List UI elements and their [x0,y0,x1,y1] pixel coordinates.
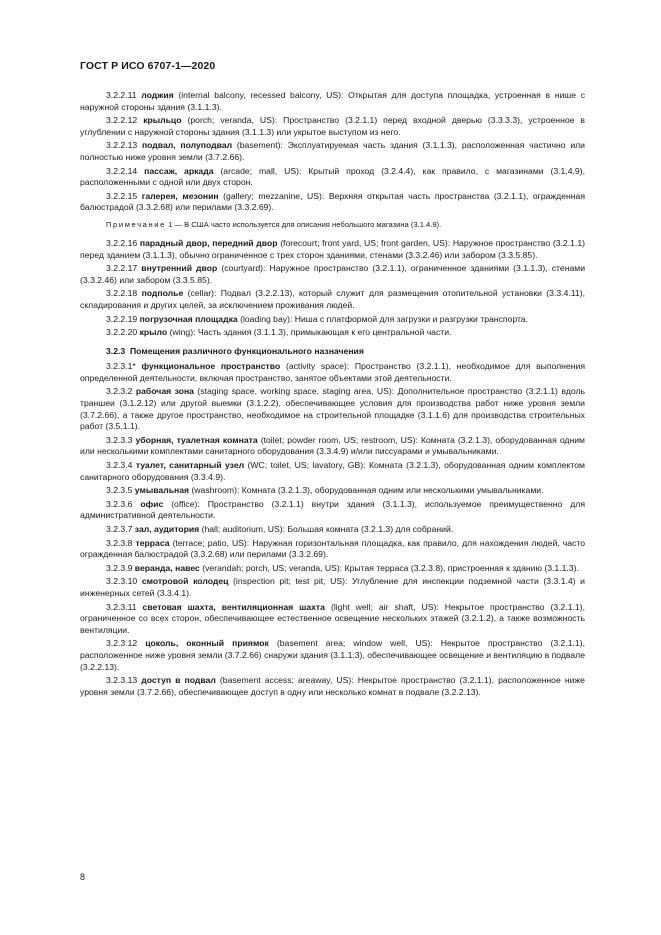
term-name: парадный двор, передний двор [139,237,278,248]
term-definition: (arcade; mall, US): Крытый проход (3.2.4.4), как правило, с магазинами (3.1.4.9), расположенными с одной или двух сторон. [80,165,585,188]
term-entry [80,238,585,261]
term-definition: (inspection pit; test pit, US): Углубление для инспекции подземной части (3.3.1.4) и инженерных сетей (3.3.4.1). [80,576,585,598]
section-number: 3.2.3 [106,345,126,356]
entries-group-b [80,238,585,339]
term-name: погрузочная площадка [139,313,238,324]
term-number: 3.2.3.13 [106,675,138,686]
term-entry [80,576,585,599]
term-entry [80,327,585,339]
term-entry [80,191,585,214]
term-entry [80,288,585,311]
section-title: Помещения различного функционального назначения [129,345,364,356]
term-number: 3.2.3.7 [106,524,133,534]
page-number: 8 [80,872,86,882]
term-number: 3.2.2.11 [106,90,137,100]
entries-group-c [80,361,585,698]
term-number: 3.2.2.19 [106,313,138,324]
term-definition: (hall; auditorium, US): Большая комната (3.2.1.3) для собраний. [201,524,454,534]
term-entry [80,538,585,561]
term-number: 3.2.3.9 [106,562,133,573]
term-entry [80,460,585,483]
term-entry [80,115,585,138]
term-definition: (light well; air shaft, US): Некрытое пространство (3.2.1.1), ограниченное со всех сторон, обеспечивающее естественное освещение нескольких этажей (3.2.1.2), а также возможность вентиляции. [80,601,585,635]
term-number: 3.2.2.16 [106,237,138,248]
term-definition: (verandah; porch, US; veranda, US): Крытая терраса (3.2.3.8), пристроенная к зданию (3.1.1.3). [202,562,579,573]
term-name: лоджия [141,90,174,100]
term-number: 3.2.3.4 [106,460,133,471]
term-entry [80,485,585,497]
term-entry [80,140,585,163]
note [80,220,585,230]
term-name: зал, аудитория [134,524,200,534]
term-definition: (basement area; window well, US): Некрытое пространство (3.2.1.1), расположенное ниже уровня земли (3.7.2.66) снаружи здания (3.1.1.3), обеспечивающее освещение и вентиляцию в подвале (3.2.2.13). [80,638,585,672]
term-name: внутренний двор [141,263,218,274]
term-entry [80,263,585,286]
term-definition: (WC; toilet, US; lavatory, GB): Комната (3.2.1.3), оборудованная одним комплектом санитарного оборудования (3.3.4.9). [80,460,585,482]
term-definition: (basement): Эксплуатируемая часть здания (3.1.1.3), расположенная частично или полностью ниже уровня земли (3.7.2.66). [80,140,585,162]
term-definition: (loading bay): Ниша с платформой для загрузки и разгрузки транспорта. [240,313,528,324]
term-name: функциональное пространство [141,361,281,372]
term-definition: (office): Пространство (3.2.1.1) внутри здания (3.1.1.3), используемое преимущественно для административной деятельности. [80,498,585,521]
term-entry [80,524,585,536]
term-number: 3.2.3.11 [106,601,137,612]
term-name: галерея, мезонин [141,190,219,201]
term-name: смотровой колодец [141,576,229,587]
term-entry [80,638,585,673]
term-definition: (toilet; powder room, US; restroom, US): Комната (3.2.1.3), оборудованная одним или несколькими комплектами санитарного оборудования (3.3.4.9) и/или писсуарами и умывальниками. [80,434,585,457]
term-entry [80,90,585,113]
term-number: 3.2.3.12 [106,638,138,649]
term-definition: (forecourt; front yard, US; front garden, US): Наружное пространство (3.2.1.1) перед зданием (3.1.1.3), обычно ограниченное с трех сторон зданиями, стенами (3.3.2.46) или забором (3.3.5.85). [80,237,585,260]
term-name: подвал, полуподвал [141,140,233,151]
term-entry [80,361,585,384]
term-entry [80,386,585,432]
term-number: 3.2.2.14 [106,165,138,176]
term-entry [80,435,585,458]
term-name: пассаж, аркада [144,165,214,176]
term-definition: (internal balcony, recessed balcony, US): Открытая для доступа площадка, устроенная в нише с наружной стороны здания (3.1.1.3). [80,90,586,112]
entries-group-a [80,90,585,214]
term-entry [80,602,585,637]
term-definition: (washroom): Комната (3.2.1.3), оборудованная одним или несколькими умывальниками. [191,485,544,496]
term-number: 3.2.3.5 [106,485,133,496]
term-name: терраса [135,537,170,548]
term-entry [80,314,585,326]
term-definition: (wing): Часть здания (3.1.1.3), примыкающая к его центральной части. [169,327,452,338]
term-number: 3.2.3.2 [106,386,133,397]
note-text: 1 — В США часто используется для описания небольшого магазина (3.1.4.9). [168,219,442,229]
term-name: световая шахта, вентиляционная шахта [142,601,325,612]
term-name: подполье [141,288,184,299]
term-definition: (cellar): Подвал (3.2.2.13), который служит для размещения отопительной установки (3.3.4.11), складирования и других целей, за исключением проживания людей. [80,288,585,310]
term-number: 3.2.2.20 [106,327,138,338]
term-entry [80,166,585,189]
term-entry [80,675,585,698]
term-name: цоколь, оконный приямок [145,638,269,649]
term-name: крыло [139,327,168,338]
term-name: уборная, туалетная комната [135,434,258,445]
term-entry [80,499,585,522]
term-entry [80,563,585,575]
term-name: умывальная [134,485,190,496]
term-number: 3.2.3.1* [106,361,136,372]
term-name: веранда, навес [134,562,200,573]
page-content [80,90,585,700]
term-number: 3.2.2.17 [106,263,138,274]
term-name: доступ в подвал [141,675,216,686]
term-name: офис [140,498,164,509]
term-number: 3.2.3.3 [106,434,133,445]
term-name: туалет, санитарный узел [135,460,245,471]
note-label: Примечание [106,219,166,229]
term-number: 3.2.2.13 [106,140,138,151]
term-number: 3.2.3.10 [106,576,138,587]
term-number: 3.2.3.8 [106,537,133,548]
term-definition: (courtyard): Наружное пространство (3.2.1.1), ограниченное зданиями (3.1.1.3), стенами (3.3.2.46) или забором (3.3.5.85). [80,263,586,285]
term-definition: (activity space): Пространство (3.2.1.1), необходимое для выполнения определенной деятельности, включая пространство, занятое объектами этой деятельности. [80,361,585,383]
term-definition: (basement access; areaway, US): Некрытое пространство (3.2.1.1), расположенное ниже уровня земли (3.7.2.66), обеспечивающее доступ в одну или несколько комнат в подвале (3.2.2.13). [80,675,585,697]
term-definition: (staging space, working space, staging area, US): Дополнительное пространство (3.2.1.1) вдоль траншеи (3.1.2.12) или другой выемки (3.1.2.2), обеспечивающее условия для производства работ ниже уровня земли (3.7.2.66), а также другое пространство, необходимое на строительной площадке (3.1.1.6) для производства строительных работ (3.5.1.1). [80,386,586,432]
term-definition: (gallery; mezzanine, US): Верхняя открытая часть пространства (3.2.1.1), огражденная балюстрадой (3.3.2.68) или перилами (3.3.2.69). [80,190,586,213]
term-number: 3.2.3.6 [106,498,133,509]
term-number: 3.2.2.18 [106,288,138,299]
term-number: 3.2.2.15 [106,190,138,201]
term-number: 3.2.2.12 [106,115,138,126]
term-definition: (porch; veranda, US): Пространство (3.2.1.1) перед входной дверью (3.3.3.3), устроенное в углублении с наружной стороны здания (3.1.1.3) или укрытое выступом из него. [80,115,585,137]
term-definition: (terrace; patio, US): Наружная горизонтальная площадка, как правило, для нахождения людей, часто огражденная балюстрадой (3.3.2.68) или перилами (3.3.2.69). [80,537,585,560]
page-header: ГОСТ Р ИСО 6707-1—2020 [80,60,216,72]
term-name: рабочая зона [135,386,194,397]
section-heading [80,346,585,358]
term-name: крыльцо [143,115,182,126]
